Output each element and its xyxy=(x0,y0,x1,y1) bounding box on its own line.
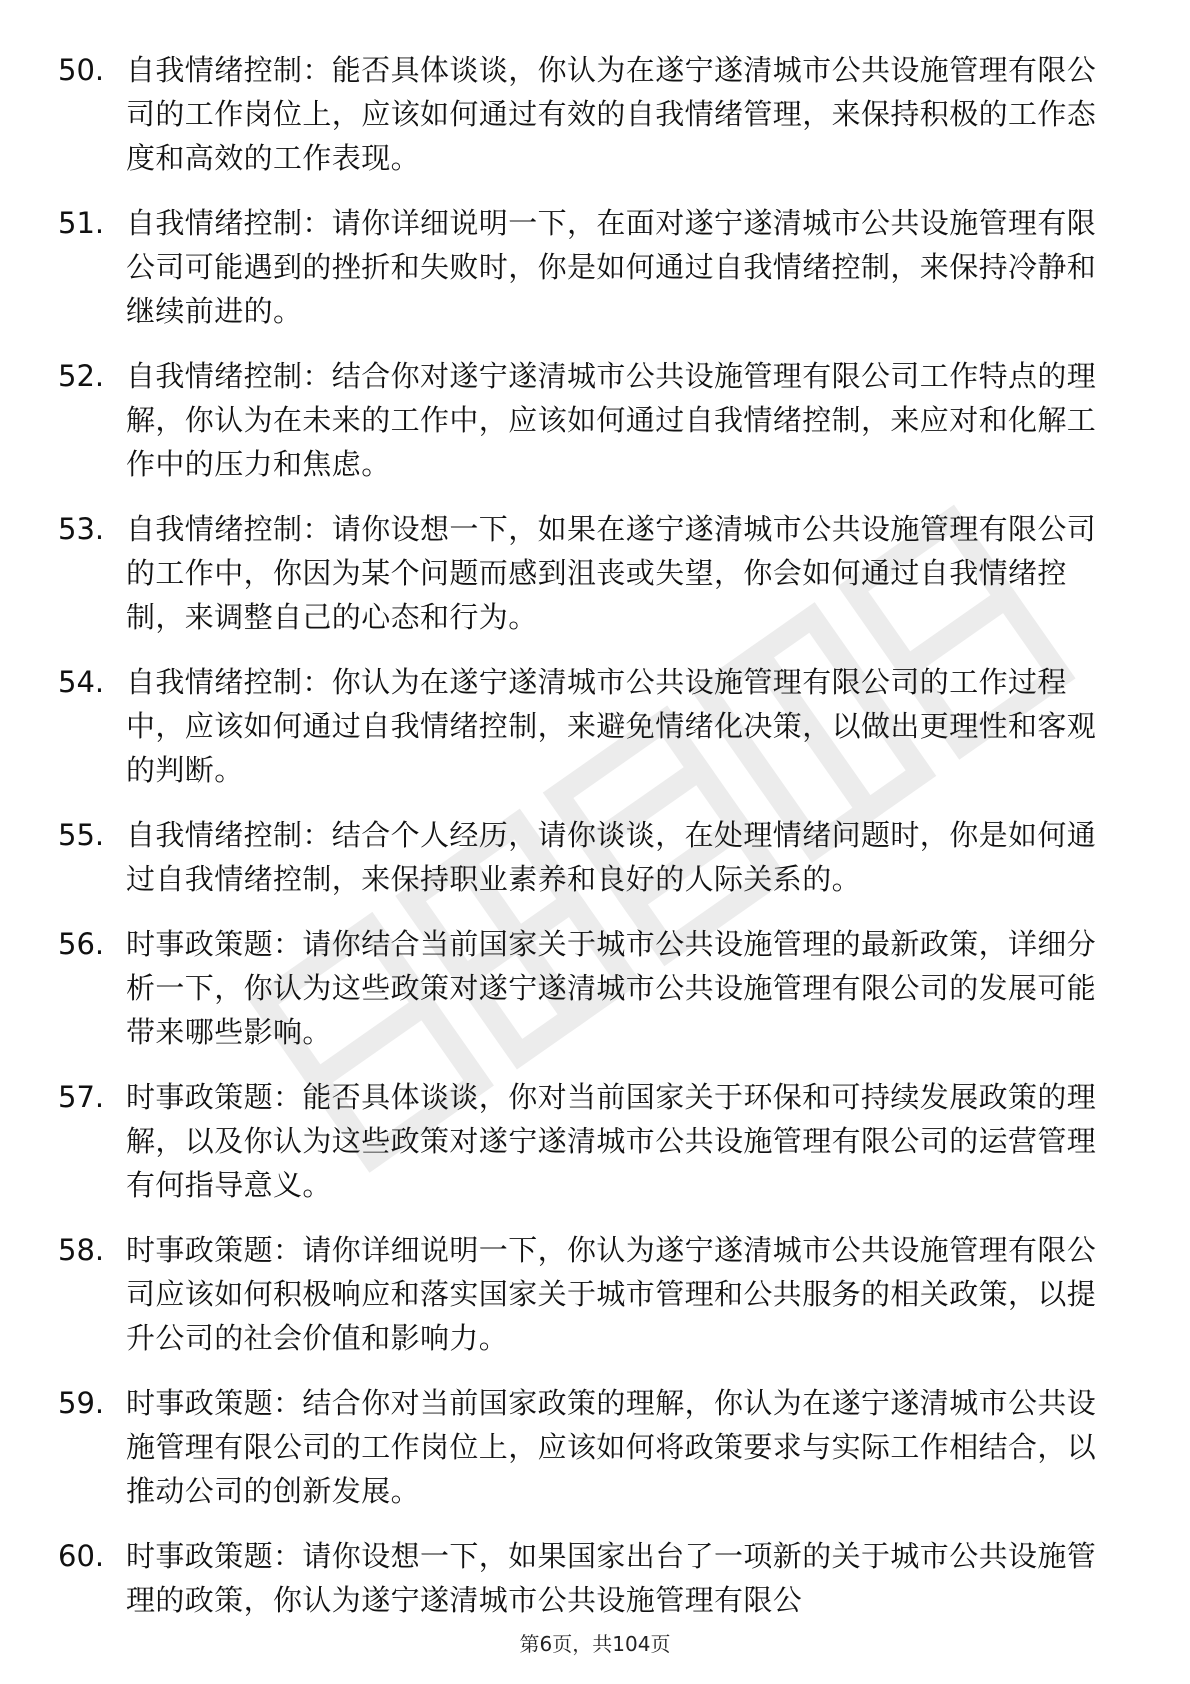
question-text: 自我情绪控制：结合个人经历，请你谈谈，在处理情绪问题时，你是如何通过自我情绪控制，来保持职业素养和良好的人际关系的。 xyxy=(126,818,1097,896)
question-item xyxy=(58,1075,1118,1207)
question-item xyxy=(58,354,1118,486)
question-item xyxy=(58,1381,1118,1513)
question-text: 自我情绪控制：请你详细说明一下，在面对遂宁遂清城市公共设施管理有限公司可能遇到的挫折和失败时，你是如何通过自我情绪控制，来保持冷静和继续前进的。 xyxy=(126,206,1097,328)
question-item xyxy=(58,1228,1118,1360)
question-text: 自我情绪控制：结合你对遂宁遂清城市公共设施管理有限公司工作特点的理解，你认为在未来的工作中，应该如何通过自我情绪控制，来应对和化解工作中的压力和焦虑。 xyxy=(126,359,1097,481)
question-number: 60. xyxy=(58,1539,105,1573)
question-item xyxy=(58,48,1118,180)
question-number: 53. xyxy=(58,512,105,546)
question-item xyxy=(58,660,1118,792)
question-text: 时事政策题：请你结合当前国家关于城市公共设施管理的最新政策，详细分析一下，你认为这些政策对遂宁遂清城市公共设施管理有限公司的发展可能带来哪些影响。 xyxy=(126,927,1097,1049)
question-number: 50. xyxy=(58,53,105,87)
page-number-label: 第6页，共104页 xyxy=(519,1632,671,1656)
question-item xyxy=(58,1534,1118,1622)
question-text: 时事政策题：请你设想一下，如果国家出台了一项新的关于城市公共设施管理的政策，你认为遂宁遂清城市公共设施管理有限公 xyxy=(126,1539,1097,1617)
question-number: 52. xyxy=(58,359,105,393)
question-text: 时事政策题：能否具体谈谈，你对当前国家关于环保和可持续发展政策的理解，以及你认为这些政策对遂宁遂清城市公共设施管理有限公司的运营管理有何指导意义。 xyxy=(126,1080,1097,1202)
question-list xyxy=(58,48,1118,1622)
question-text: 时事政策题：请你详细说明一下，你认为遂宁遂清城市公共设施管理有限公司应该如何积极响应和落实国家关于城市管理和公共服务的相关政策，以提升公司的社会价值和影响力。 xyxy=(126,1233,1097,1355)
page-footer xyxy=(0,1628,1190,1657)
question-item xyxy=(58,922,1118,1054)
question-item xyxy=(58,813,1118,901)
question-item xyxy=(58,201,1118,333)
document-body xyxy=(58,48,1118,1643)
question-text: 自我情绪控制：请你设想一下，如果在遂宁遂清城市公共设施管理有限公司的工作中，你因为某个问题而感到沮丧或失望，你会如何通过自我情绪控制，来调整自己的心态和行为。 xyxy=(126,512,1097,634)
question-text: 时事政策题：结合你对当前国家政策的理解，你认为在遂宁遂清城市公共设施管理有限公司的工作岗位上，应该如何将政策要求与实际工作相结合，以推动公司的创新发展。 xyxy=(126,1386,1097,1508)
question-item xyxy=(58,507,1118,639)
question-number: 58. xyxy=(58,1233,105,1267)
question-number: 54. xyxy=(58,665,105,699)
question-number: 57. xyxy=(58,1080,105,1114)
question-number: 51. xyxy=(58,206,105,240)
question-text: 自我情绪控制：你认为在遂宁遂清城市公共设施管理有限公司的工作过程中，应该如何通过自我情绪控制，来避免情绪化决策，以做出更理性和客观的判断。 xyxy=(126,665,1097,787)
question-text: 自我情绪控制：能否具体谈谈，你认为在遂宁遂清城市公共设施管理有限公司的工作岗位上，应该如何通过有效的自我情绪管理，来保持积极的工作态度和高效的工作表现。 xyxy=(126,53,1097,175)
question-number: 59. xyxy=(58,1386,105,1420)
question-number: 56. xyxy=(58,927,105,961)
question-number: 55. xyxy=(58,818,105,852)
